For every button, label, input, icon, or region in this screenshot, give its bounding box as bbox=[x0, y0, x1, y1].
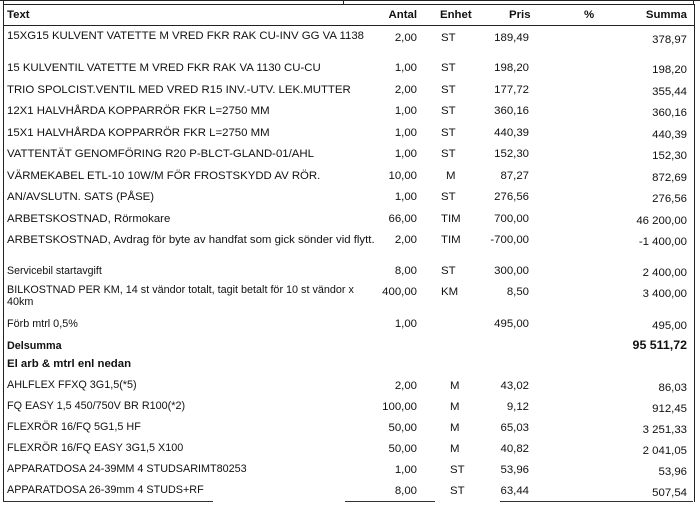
row-antal: 8,00 bbox=[394, 485, 417, 497]
row-pris: 152,30 bbox=[494, 148, 529, 160]
row-text: FLEXRÖR 16/FQ EASY 3G1,5 X100 bbox=[7, 442, 184, 454]
row-summa: 86,03 bbox=[658, 382, 687, 394]
row-text: Förb mtrl 0,5% bbox=[7, 318, 78, 330]
row-text: 15 KULVENTIL VATETTE M VRED FKR RAK VA 1130 CU-CU bbox=[7, 62, 321, 74]
row-text: APPARATDOSA 24-39MM 4 STUDSARIMT80253 bbox=[7, 463, 247, 475]
row-enhet: ST bbox=[441, 191, 456, 203]
bottom-rule-segment bbox=[500, 501, 693, 502]
row-enhet: ST bbox=[441, 84, 456, 96]
row-text: Servicebil startavgift bbox=[7, 265, 102, 277]
subtotal-label: Delsumma bbox=[7, 340, 62, 352]
row-text: 12X1 HALVHÅRDA KOPPARRÖR FKR L=2750 MM bbox=[7, 105, 270, 117]
row-pris: 40,82 bbox=[500, 443, 529, 455]
row-pris: 440,39 bbox=[494, 127, 529, 139]
row-text: 15X1 HALVHÅRDA KOPPARRÖR FKR L=2750 MM bbox=[7, 127, 270, 139]
row-pris: 700,00 bbox=[494, 213, 529, 225]
row-text: ARBETSKOSTNAD, Avdrag för byte av handfat som gick sönder vid flytt. bbox=[7, 234, 375, 246]
row-pris: 9,12 bbox=[506, 401, 529, 413]
row-antal: 2,00 bbox=[394, 32, 417, 44]
row-enhet: ST bbox=[441, 32, 456, 44]
row-summa: 912,45 bbox=[652, 403, 687, 415]
row-summa: 872,69 bbox=[652, 172, 687, 184]
row-text: ARBETSKOSTNAD, Rörmokare bbox=[7, 213, 171, 225]
row-text: VATTENTÄT GENOMFÖRING R20 P-BLCT-GLAND-01/AHL bbox=[7, 148, 314, 160]
row-antal: 2,00 bbox=[394, 234, 417, 246]
row-pris: 495,00 bbox=[494, 318, 529, 330]
row-summa: 3 251,33 bbox=[642, 424, 687, 436]
row-summa: 495,00 bbox=[652, 320, 687, 332]
row-enhet: M bbox=[450, 380, 460, 392]
row-summa: 152,30 bbox=[652, 150, 687, 162]
row-antal: 8,00 bbox=[394, 265, 417, 277]
row-enhet: M bbox=[450, 422, 460, 434]
col-header-percent: % bbox=[584, 9, 595, 21]
col-header-antal: Antal bbox=[388, 9, 417, 21]
row-enhet: ST bbox=[441, 127, 456, 139]
col-header-enhet: Enhet bbox=[440, 9, 472, 21]
row-antal: 1,00 bbox=[394, 62, 417, 74]
subtotal-value: 95 511,72 bbox=[632, 338, 687, 352]
row-pris: 360,16 bbox=[494, 105, 529, 117]
row-antal: 1,00 bbox=[394, 105, 417, 117]
table-header bbox=[4, 5, 694, 26]
col-header-summa: Summa bbox=[645, 9, 687, 21]
row-pris: 177,72 bbox=[494, 84, 529, 96]
row-summa: 355,44 bbox=[652, 86, 687, 98]
col-header-pris: Pris bbox=[509, 9, 531, 21]
row-text: BILKOSTNAD PER KM, 14 st vändor totalt, tagit betalt för 10 st vändor x 40km bbox=[7, 284, 354, 308]
col-header-text: Text bbox=[7, 9, 30, 21]
row-summa: 53,96 bbox=[658, 466, 687, 478]
row-summa: 507,54 bbox=[652, 487, 687, 499]
row-pris: 65,03 bbox=[500, 422, 529, 434]
row-text: AHLFLEX FFXQ 3G1,5(*5) bbox=[7, 379, 137, 391]
row-pris: 53,96 bbox=[500, 464, 529, 476]
row-text: 15XG15 KULVENT VATETTE M VRED FKR RAK CU-INV GG VA 1138 bbox=[7, 30, 365, 42]
row-enhet: TIM bbox=[441, 234, 461, 246]
row-text: FLEXRÖR 16/FQ 5G1,5 HF bbox=[7, 421, 141, 433]
row-pris: 63,44 bbox=[500, 485, 529, 497]
row-antal: 2,00 bbox=[394, 380, 417, 392]
row-antal: 1,00 bbox=[394, 464, 417, 476]
bottom-rule bbox=[0, 501, 700, 506]
row-summa: 440,39 bbox=[652, 129, 687, 141]
row-pris: 300,00 bbox=[494, 265, 529, 277]
row-enhet: ST bbox=[450, 464, 465, 476]
section-heading: El arb & mtrl enl nedan bbox=[7, 358, 132, 370]
row-pris: 43,02 bbox=[500, 380, 529, 392]
row-text: APPARATDOSA 26-39mm 4 STUDS+RF bbox=[7, 484, 204, 496]
row-summa: 276,56 bbox=[652, 193, 687, 205]
row-antal: 1,00 bbox=[394, 148, 417, 160]
row-summa: 46 200,00 bbox=[636, 215, 687, 227]
row-antal: 10,00 bbox=[388, 170, 417, 182]
row-enhet: ST bbox=[441, 148, 456, 160]
row-pris: 8,50 bbox=[506, 286, 529, 298]
row-antal: 1,00 bbox=[394, 127, 417, 139]
row-pris: 198,20 bbox=[494, 62, 529, 74]
bottom-rule-segment bbox=[345, 501, 435, 502]
row-enhet: ST bbox=[450, 485, 465, 497]
row-antal: 400,00 bbox=[382, 286, 417, 298]
row-summa: 2 400,00 bbox=[642, 267, 687, 279]
row-antal: 1,00 bbox=[394, 191, 417, 203]
row-enhet: ST bbox=[441, 105, 456, 117]
row-pris: 276,56 bbox=[494, 191, 529, 203]
bottom-rule-segment bbox=[3, 501, 213, 502]
row-enhet: ST bbox=[441, 62, 456, 74]
row-antal: 66,00 bbox=[388, 213, 417, 225]
row-enhet: M bbox=[446, 170, 456, 182]
row-summa: -1 400,00 bbox=[638, 236, 687, 248]
row-summa: 2 041,05 bbox=[642, 445, 687, 457]
row-pris: -700,00 bbox=[490, 234, 529, 246]
row-pris: 87,27 bbox=[500, 170, 529, 182]
row-summa: 3 400,00 bbox=[642, 288, 687, 300]
row-antal: 50,00 bbox=[388, 422, 417, 434]
row-summa: 198,20 bbox=[652, 64, 687, 76]
row-enhet: KM bbox=[441, 286, 459, 298]
row-text: AN/AVSLUTN. SATS (PÅSE) bbox=[7, 191, 155, 203]
row-text: TRIO SPOLCIST.VENTIL MED VRED R15 INV.-UTV. LEK.MUTTER bbox=[7, 84, 351, 96]
row-text: FQ EASY 1,5 450/750V BR R100(*2) bbox=[7, 400, 186, 412]
invoice-table bbox=[3, 4, 695, 502]
row-enhet: TIM bbox=[441, 213, 461, 225]
row-pris: 189,49 bbox=[494, 32, 529, 44]
row-enhet: ST bbox=[441, 265, 456, 277]
row-summa: 378,97 bbox=[652, 34, 687, 46]
row-text: VÄRMEKABEL ETL-10 10W/M FÖR FROSTSKYDD AV RÖR. bbox=[7, 170, 321, 182]
row-enhet: M bbox=[450, 401, 460, 413]
row-enhet: M bbox=[450, 443, 460, 455]
row-antal: 100,00 bbox=[382, 401, 417, 413]
row-antal: 2,00 bbox=[394, 84, 417, 96]
row-antal: 50,00 bbox=[388, 443, 417, 455]
row-summa: 360,16 bbox=[652, 107, 687, 119]
row-antal: 1,00 bbox=[394, 318, 417, 330]
